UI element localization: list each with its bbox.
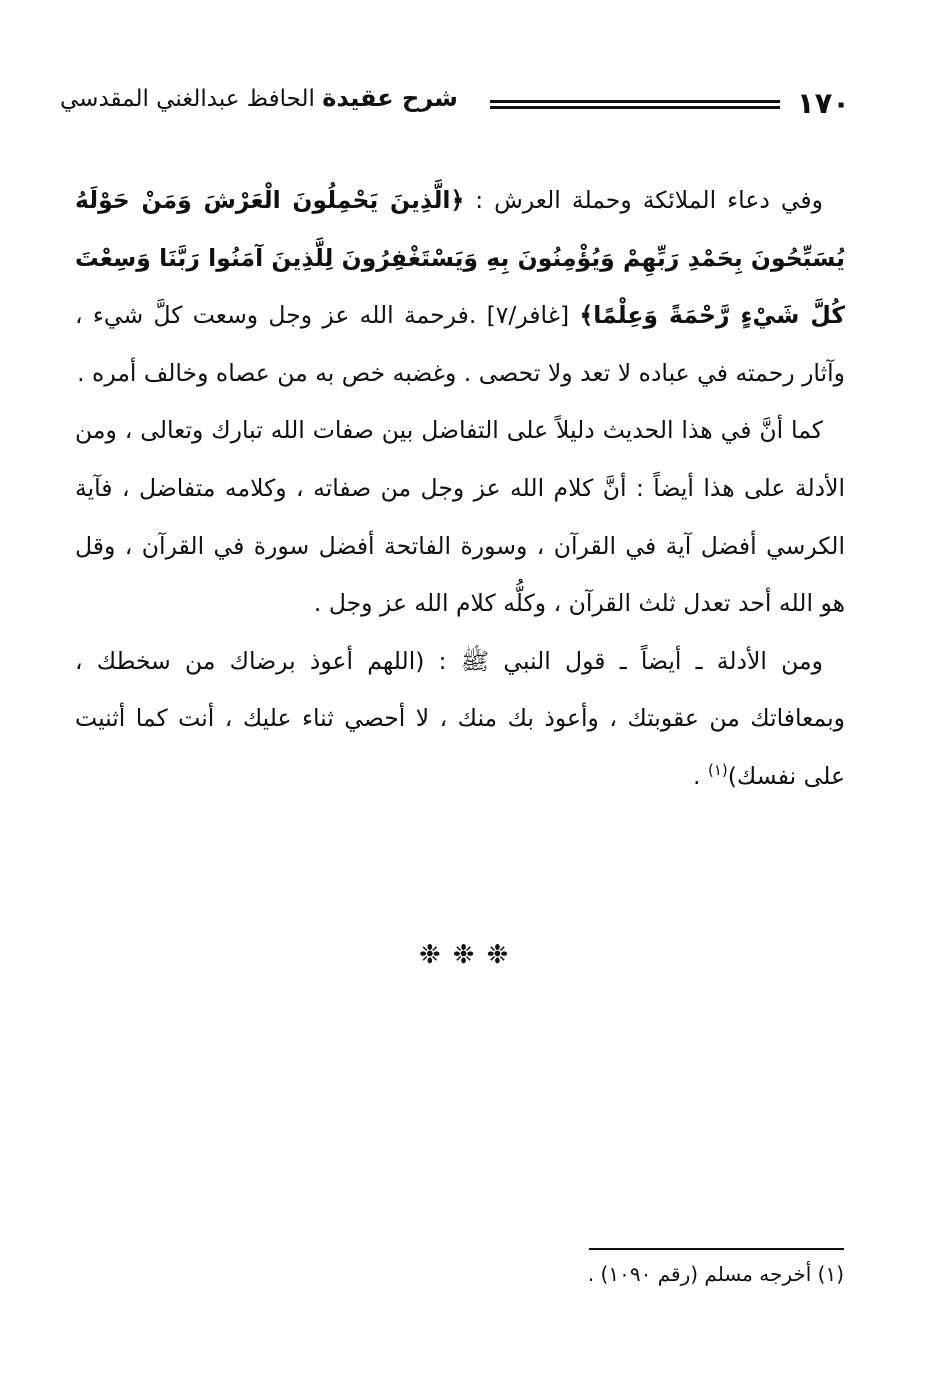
page-header (60, 82, 850, 132)
quran-verse: ﴿الَّذِينَ يَحْمِلُونَ الْعَرْشَ وَمَنْ حَوْلَهُ يُسَبِّحُونَ بِحَمْدِ رَبِّهِمْ وَيُؤْمِنُونَ بِهِ وَيَسْتَغْفِرُونَ لِلَّذِينَ آمَنُوا رَبَّنَا وَسِعْتَ كُلَّ شَيْءٍ رَّحْمَةً وَعِلْمًا﴾ (75, 186, 845, 330)
page-number: ١٧٠ (796, 86, 850, 120)
section-separator-stars: ❉❉❉ (419, 940, 521, 970)
paragraph-3-end: . (693, 761, 708, 790)
book-title-bold: شرح عقيدة (322, 84, 458, 112)
paragraph-1-rest: [غافر/٧] .فرحمة الله عز وجل وسعت كلَّ شيء ، وآثار رحمته في عباده لا تعد ولا تحصى . وغضبه خص به من عصاه وخالف أمره . (75, 301, 845, 387)
footnote-rule (589, 1248, 844, 1250)
body-text (75, 172, 845, 806)
paragraph-1 (75, 172, 845, 402)
book-title-rest: الحافظ عبدالغني المقدسي (60, 86, 315, 112)
paragraph-3 (75, 633, 845, 806)
book-title (60, 84, 458, 112)
footnote: (١) أخرجه مسلم (رقم ١٠٩٠) . (587, 1262, 844, 1286)
paragraph-3-text: ومن الأدلة ـ أيضاً ـ قول النبي ﷺ : (اللهم أعوذ برضاك من سخطك ، وبمعافاتك من عقوبتك ، وأعوذ بك منك ، لا أحصي ثناء عليك ، أنت كما أثنيت على نفسك) (75, 646, 845, 790)
footnote-ref: (١) (707, 761, 728, 780)
paragraph-2-text: كما أنَّ في هذا الحديث دليلاً على التفاضل بين صفات الله تبارك وتعالى ، ومن الأدلة على هذا أيضاً : أنَّ كلام الله عز وجل من صفاته ، وكلامه متفاضل ، فآية الكرسي أفضل آية في القرآن ، وسورة الفاتحة أفضل سورة في القرآن ، وقل هو الله أحد تعدل ثلث القرآن ، وكلُّه كلام الله عز وجل . (75, 416, 845, 618)
header-double-rule (490, 100, 780, 110)
paragraph-2 (75, 402, 845, 632)
paragraph-1-intro: وفي دعاء الملائكة وحملة العرش : (464, 186, 823, 214)
